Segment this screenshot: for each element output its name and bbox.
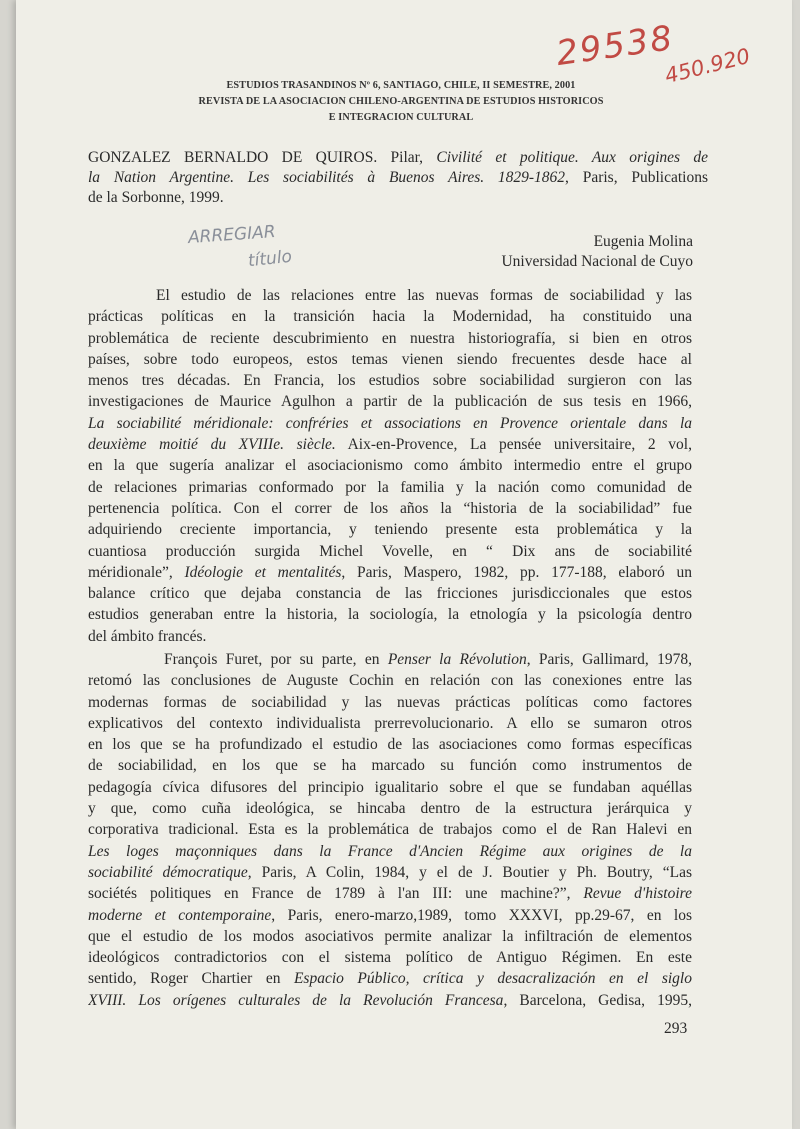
text-line <box>88 907 692 928</box>
text-segment: países, sobre todo europeos, estos temas vienen siendo frecuentes desde hace al <box>88 350 692 368</box>
scanned-page <box>16 0 792 1129</box>
text-segment: cuantiosa producción surgida Michel Vovelle, en “ Dix ans de sociabilité <box>88 542 692 560</box>
italic-text: Idéologie et mentalités <box>184 563 342 581</box>
text-line <box>88 843 692 864</box>
text-line <box>88 800 692 821</box>
italic-text: Les loges maçonniques dans la France d'Ancien Régime aux origines de la <box>88 842 692 860</box>
text-segment: François Furet, por su parte, en <box>164 651 388 668</box>
text-line <box>88 287 692 308</box>
text-line <box>88 372 692 393</box>
italic-text: XVIII. Los orígenes culturales de la Revolución Francesa <box>88 991 504 1009</box>
text-line <box>88 330 692 351</box>
text-line <box>88 757 692 778</box>
text-line <box>88 970 692 991</box>
text-segment: menos tres décadas. En Francia, los estudios sobre sociabilidad surgieron con las <box>88 372 692 390</box>
text-line <box>88 606 692 627</box>
text-line <box>88 736 692 757</box>
author-name: Eugenia Molina <box>593 233 693 250</box>
handwritten-catalog-number: 450.920 <box>662 43 753 89</box>
text-segment: sentido, Roger Chartier en <box>88 970 294 988</box>
text-line <box>88 628 692 649</box>
italic-text: Penser la Révolution <box>387 651 527 668</box>
text-line <box>88 457 692 478</box>
text-line <box>88 949 692 970</box>
text-segment: investigaciones de Maurice Agulhon a partir de la publicación de sus tesis en 1966, <box>88 393 692 411</box>
text-line <box>88 308 692 329</box>
text-segment: , Paris, Gallimard, 1978, <box>526 651 692 668</box>
text-line <box>88 651 692 672</box>
text-line <box>88 564 692 585</box>
page-number: 293 <box>664 1020 688 1037</box>
text-segment: y que, como cuña ideológica, se hincaba dentro de la estructura jerárquica y <box>88 800 692 818</box>
text-segment: en la que sugería analizar el asociacionismo como ámbito intermedio entre el grupo <box>88 457 692 475</box>
text-line <box>88 821 692 842</box>
text-segment: balance crítico que dejaba constancia de las fricciones jurisdiccionales que estos <box>88 585 692 603</box>
text-segment: adquiriendo creciente importancia, y teniendo presente esta problemática y la <box>88 521 692 539</box>
body-paragraph <box>88 651 692 1013</box>
text-line <box>88 715 692 736</box>
text-segment: , Paris, Publications <box>565 169 708 186</box>
text-segment: problemática de reciente descubrimiento en nuestra historiografía, si bien en otros <box>88 329 692 347</box>
text-segment: del ámbito francés. <box>88 627 207 645</box>
journal-header <box>106 78 696 126</box>
handwritten-note: ARREGIAR <box>187 221 277 249</box>
review-author <box>501 232 693 272</box>
text-line <box>88 393 692 414</box>
body-paragraph <box>88 287 692 649</box>
text-segment: de la Sorbonne, 1999. <box>88 189 224 206</box>
italic-text: Revue d'histoire <box>583 885 692 903</box>
text-segment: méridionale”, <box>88 563 185 581</box>
text-segment: en los que se ha profundizado el estudio de las asociaciones como formas específicas <box>88 736 692 754</box>
text-segment: de sociabilidad, en los que se ha marcado su función como instrumentos de <box>88 757 692 775</box>
italic-text: Espacio Público, crítica y desacralización en el siglo <box>293 970 692 988</box>
text-segment: GONZALEZ BERNALDO DE QUIROS. Pilar, <box>88 149 437 166</box>
text-line <box>88 479 692 500</box>
text-line <box>88 585 692 606</box>
text-segment: retomó las conclusiones de Auguste Cochin en relación con las conexiones entre las <box>88 672 692 690</box>
author-affiliation: Universidad Nacional de Cuyo <box>501 253 693 270</box>
text-line <box>88 188 708 208</box>
text-line <box>88 694 692 715</box>
text-segment: , Paris, enero-marzo,1989, tomo XXXVI, pp.29-67, en los <box>271 906 692 924</box>
text-line <box>88 885 692 906</box>
handwritten-note: título <box>247 246 293 272</box>
journal-header-line: ESTUDIOS TRASANDINOS Nº 6, SANTIAGO, CHILE, II SEMESTRE, 2001 <box>226 80 576 91</box>
text-segment: pertenencia política. Con el correr de los años la “historia de la sociabilidad” fue <box>88 499 692 517</box>
text-segment: , Paris, Maspero, 1982, pp. 177-188, elaboró un <box>341 563 692 581</box>
text-segment: explicativos del contexto individualista prerrevolucionario. A ello se sumaron otros <box>88 714 692 732</box>
text-segment: de relaciones primarias conformado por la familia y la nación como comunidad de <box>88 478 692 496</box>
text-line <box>88 521 692 542</box>
text-line <box>88 543 692 564</box>
text-segment: prácticas políticas en la transición hacia la Modernidad, ha constituido una <box>88 308 692 326</box>
text-line <box>88 415 692 436</box>
italic-text: La sociabilité méridionale: confréries et associations en Provence orientale dans la <box>88 414 692 432</box>
handwritten-stamp-number: 29538 <box>553 17 677 75</box>
italic-text: moderne et contemporaine <box>88 906 272 924</box>
text-line <box>88 351 692 372</box>
italic-text: Civilité et politique. Aux origines de <box>436 149 708 166</box>
text-line <box>88 928 692 949</box>
text-segment: sociétés politiques en France de 1789 à l'an III: une machine?”, <box>88 885 584 903</box>
italic-text: la Nation Argentine. Les sociabilités à Buenos Aires. 1829-1862 <box>88 169 566 186</box>
text-line <box>88 779 692 800</box>
italic-text: sociabilité démocratique <box>88 863 248 881</box>
text-segment: pedagogía cívica difusores del principio igualitario sobre el que se fundaban aquéllas <box>88 778 692 796</box>
text-line <box>88 148 708 168</box>
text-segment: , Paris, A Colin, 1984, y el de J. Boutier y Ph. Boutry, “Las <box>247 863 692 881</box>
book-reference <box>88 148 708 208</box>
text-segment: , Barcelona, Gedisa, 1995, <box>503 991 692 1009</box>
text-line <box>88 864 692 885</box>
journal-header-line: E INTEGRACION CULTURAL <box>328 112 474 123</box>
text-line <box>88 436 692 457</box>
text-segment: que el estudio de los modos asociativos permite analizar la infiltración de elementos <box>88 927 692 945</box>
text-segment: El estudio de las relaciones entre las nuevas formas de sociabilidad y las <box>156 287 692 304</box>
journal-header-line: REVISTA DE LA ASOCIACION CHILENO-ARGENTINA DE ESTUDIOS HISTORICOS <box>198 96 604 107</box>
text-segment: modernas formas de sociabilidad y las nuevas prácticas políticas como factores <box>88 693 692 711</box>
italic-text: deuxième moitié du XVIIIe. siècle. <box>88 436 336 454</box>
text-line <box>88 168 708 188</box>
text-line <box>88 992 692 1013</box>
text-line <box>88 500 692 521</box>
text-segment: ideológicos contradictorios con el sistema político de Antiguo Régimen. En este <box>88 949 692 967</box>
text-segment: corporativa tradicional. Esta es la problemática de trabajos como el de Ran Halevi en <box>88 821 692 839</box>
text-line <box>88 672 692 693</box>
text-segment: estudios generaban entre la historia, la sociología, la etnología y la psicología dentro <box>88 606 692 624</box>
text-segment: Aix-en-Provence, La pensée universitaire, 2 vol, <box>335 436 692 454</box>
